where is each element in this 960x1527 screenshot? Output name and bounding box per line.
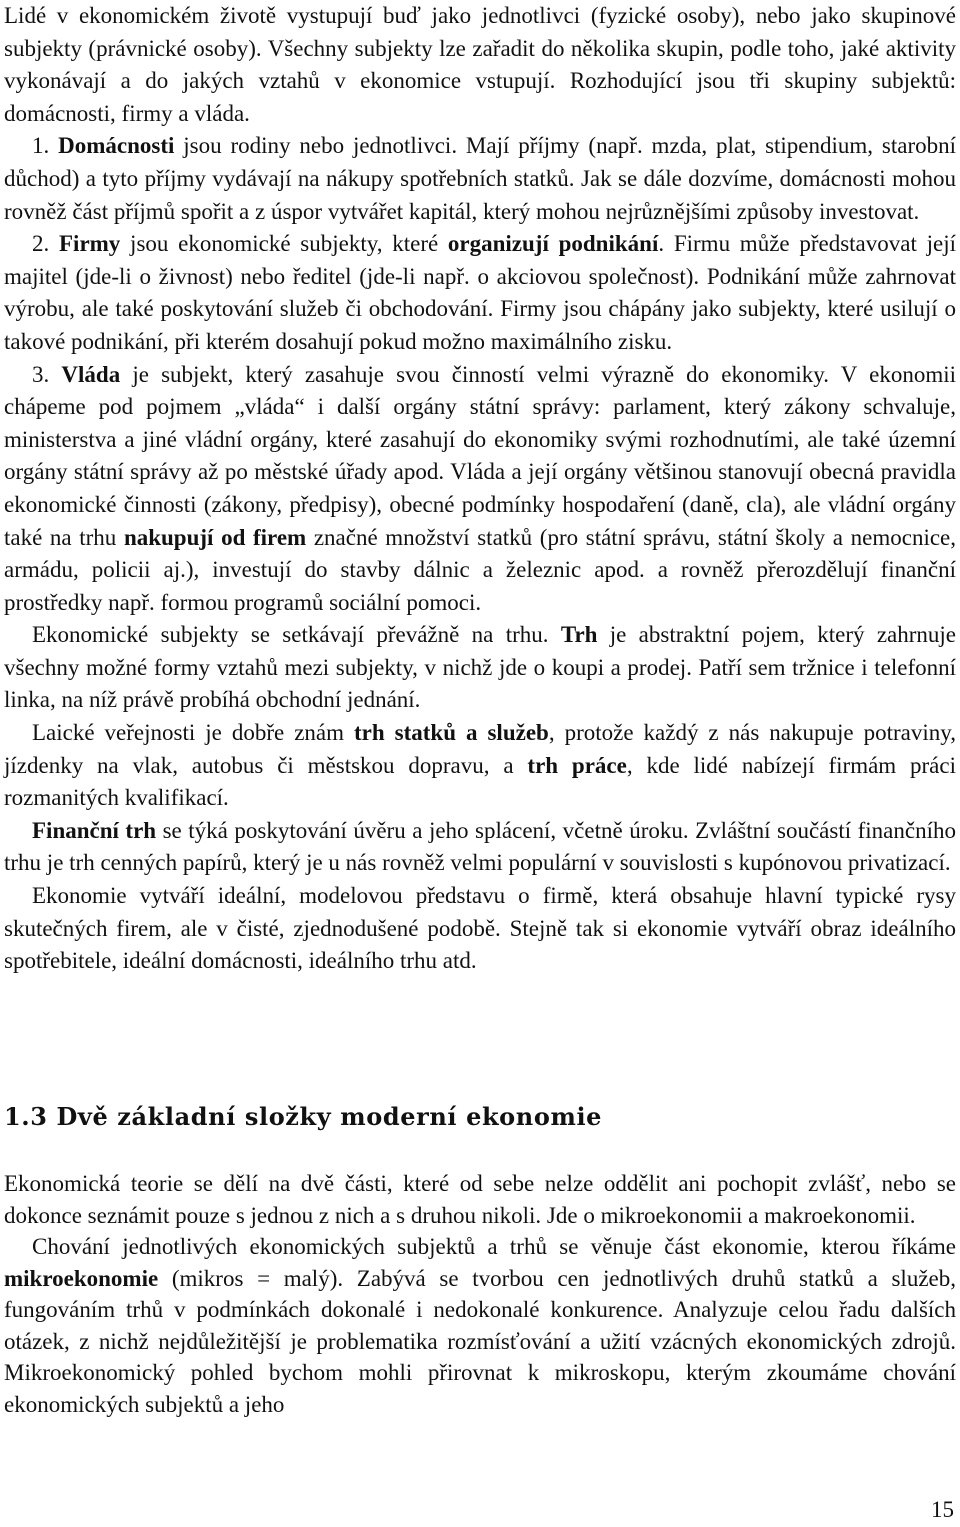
term-buy-from-firms: nakupují od firem: [123, 524, 307, 550]
paragraph-financial-market: [4, 815, 956, 880]
term-market: Trh: [560, 622, 598, 648]
body-text-upper: [4, 0, 956, 978]
paragraph-market: [4, 619, 956, 717]
micro-text-a: Chování jednotlivých ekonomických subjektů a trhů se věnuje část ekonomie, kterou říkáme: [32, 1234, 956, 1259]
item-number: 2.: [32, 231, 50, 257]
government-text-b: značné množství statků (pro státní správu, státní školy a nemocnice, armádu, policii aj.), investují do stavby dálnic a železnic apod. a rovněž přerozdělují finanční prostředky např. formou programů sociální pomoci.: [4, 524, 956, 615]
households-text: jsou rodiny nebo jednotlivci. Mají příjmy (např. mzda, plat, stipendium, starobní důchod) a tyto příjmy vydávají na nákupy spotřebních statků. Jak se dále dozvíme, domácnosti mohou rovněž část příjmů spořit a z úspor vytvářet kapitál, který mohou nejrůznějšími způsoby investovat.: [4, 133, 957, 224]
market-text-a: Ekonomické subjekty se setkávají převážně na trhu.: [32, 622, 561, 648]
goods-market-text-c: , kde lidé nabízejí firmám práci rozmanitých kvalifikací.: [4, 752, 956, 811]
firms-text-b: . Firmu může představovat její majitel (jde-li o živnost) nebo ředitel (jde-li např. o akciovou společnost). Podnikání může zahrnovat výrobu, ale také poskytování služeb či obchodování. Firmy jsou chápány jako subjekty, které usilují o takové podnikání, při kterém dosahují pokud možno maximálního zisku.: [4, 231, 956, 354]
government-text-a: je subjekt, který zasahuje svou činností velmi výrazně do ekonomiky. V ekonomii chápeme pod pojmem „vláda“ i další orgány státní správy: parlament, který zákony schvaluje, ministerstva a jiné vládní orgány, které zasahují do ekonomiky svými rozhodnutími, ale také územní orgány státní správy až po městské úřady apod. Vláda a její orgány většinou stanovují obecná pravidla ekonomické činnosti (zákony, předpisy), obecné podmínky hospodaření (daně, cla), ale vládní orgány také na trhu: [4, 361, 957, 550]
term-firms: Firmy: [59, 231, 121, 257]
term-labor-market: trh práce: [527, 752, 627, 778]
paragraph-government: [4, 359, 956, 620]
paragraph-microeconomics: [4, 1231, 956, 1420]
item-number: 3.: [32, 361, 50, 387]
section-intro-text: Ekonomická teorie se dělí na dvě části, které od sebe nelze oddělit ani pochopit zvlášť, nebo se dokonce seznámit pouze s jednou z nich a s druhou nikoli. Jde o mikroekonomii a makroekonomii.: [4, 1171, 956, 1228]
financial-market-text: se týká poskytování úvěru a jeho splácení, včetně úroku. Zvláštní součástí finančního trhu je trh cenných papírů, který je u nás rovněž velmi populární v souvislosti s kupónovou privatizací.: [4, 817, 956, 876]
term-government: Vláda: [61, 361, 121, 387]
ideal-model-text: Ekonomie vytváří ideální, modelovou představu o firmě, která obsahuje hlavní typické rysy skutečných firem, ale v čisté, zjednodušené podobě. Stejně tak si ekonomie vytváří obraz ideálního spotřebitele, ideální domácnosti, ideálního trhu atd.: [4, 883, 956, 974]
paragraph-intro: [4, 0, 956, 130]
paragraph-section-intro: [4, 1168, 956, 1231]
goods-market-text-b: , protože každý z nás nakupuje potraviny, jízdenky na vlak, autobus či městskou dopravu, a: [4, 720, 956, 778]
paragraph-households: [4, 130, 956, 228]
term-organize-business: organizují podnikání: [447, 231, 659, 257]
firms-text-a: jsou ekonomické subjekty, které: [120, 231, 448, 257]
paragraph-ideal-model: [4, 880, 956, 978]
intro-text: Lidé v ekonomickém životě vystupují buď jako jednotlivci (fyzické osoby), nebo jako skupinové subjekty (právnické osoby). Všechny subjekty lze zařadit do několika skupin, podle toho, jaké aktivity vykonávají a do jakých vztahů v ekonomice vstupují. Rozhodující jsou tři skupiny subjektů: domácnosti, firmy a vláda.: [4, 3, 956, 126]
section-heading: 1.3 Dvě základní složky moderní ekonomie: [4, 1102, 603, 1131]
page-number: 15: [931, 1497, 954, 1522]
market-text-b: je abstraktní pojem, který zahrnuje všechny možné formy vztahů mezi subjekty, v nichž jde o koupi a prodej. Patří sem tržnice i telefonní linka, na níž právě probíhá obchodní jednání.: [4, 622, 957, 713]
term-goods-services-market: trh statků a služeb: [354, 720, 549, 746]
micro-text-b: (mikros = malý). Zabývá se tvorbou cen jednotlivých druhů statků a služeb, fungováním trhů v podmínkách dokonalé i nedokonalé konkurence. Analyzuje celou řadu dalších otázek, z nichž nejdůležitější je problematika rozmísťování a užití vzácných ekonomických zdrojů. Mikroekonomický pohled bychom mohli přirovnat k mikroskopu, kterým zkoumáme chování ekonomických subjektů a jeho: [4, 1265, 956, 1417]
term-financial-market: Finanční trh: [32, 817, 157, 843]
goods-market-text-a: Laické veřejnosti je dobře znám: [32, 720, 354, 746]
paragraph-goods-market: [4, 717, 956, 815]
term-households: Domácnosti: [58, 133, 175, 159]
item-number: 1.: [32, 133, 50, 159]
paragraph-firms: [4, 228, 956, 358]
term-microeconomics: mikroekonomie: [4, 1265, 159, 1291]
body-text-lower: [4, 1168, 956, 1420]
